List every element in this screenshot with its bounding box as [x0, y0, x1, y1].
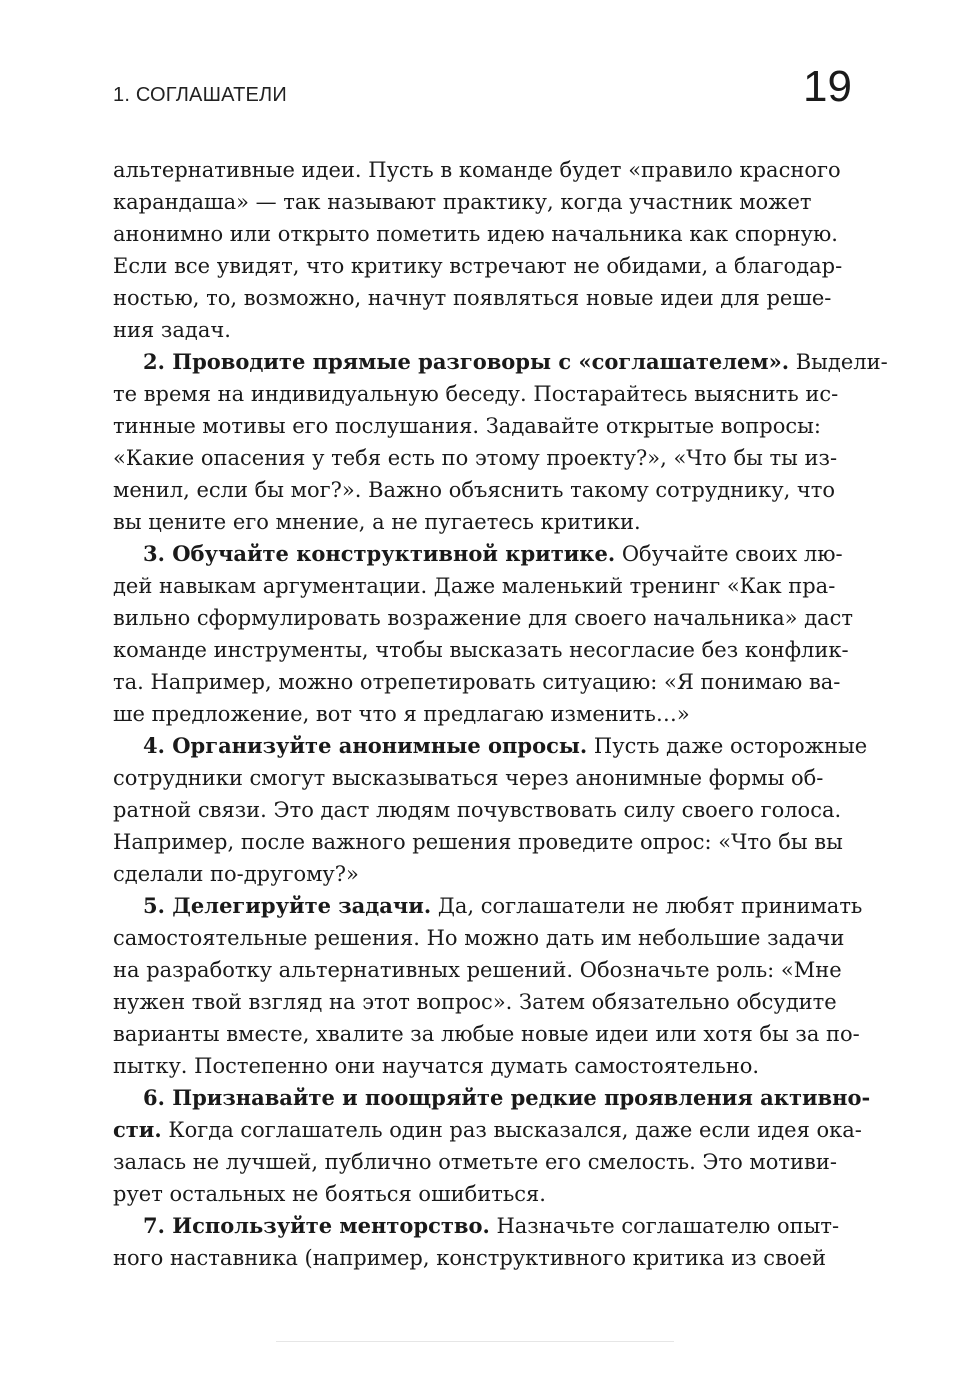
text-line: нужен твой взгляд на этот вопрос». Затем обязательно обсудите: [113, 990, 837, 1014]
text-run: Выдели-: [789, 350, 888, 374]
text-run: Пусть даже осторожные: [587, 734, 868, 758]
paragraph-tip-6: [113, 1082, 871, 1210]
running-head: 1. СОГЛАШАТЕЛИ: [113, 84, 287, 106]
text-line: на разработку альтернативных решений. Обозначьте роль: «Мне: [113, 958, 842, 982]
tip-heading: 7. Используйте менторство.: [143, 1213, 490, 1238]
text-line: альтернативные идеи. Пусть в команде будет «правило красного: [113, 158, 841, 182]
paragraph-tip-3: [113, 538, 853, 730]
text-line: менил, если бы мог?». Важно объяснить такому сотруднику, что: [113, 478, 836, 502]
text-run: Назначьте соглашателю опыт-: [489, 1214, 840, 1238]
text-line: Если все увидят, что критику встречают не обидами, а благодар-: [113, 254, 843, 278]
tip-heading: 5. Делегируйте задачи.: [143, 893, 432, 918]
text-line: ратной связи. Это даст людям почувствовать силу своего голоса.: [113, 798, 842, 822]
text-run: Да, соглашатели не любят принимать: [431, 894, 863, 918]
text-line: варианты вместе, хвалите за любые новые идеи или хотя бы за по-: [113, 1022, 860, 1046]
text-line: сотрудники смогут высказываться через анонимные формы об-: [113, 766, 824, 790]
text-line: сделали по-другому?»: [113, 862, 359, 886]
text-line: ния задач.: [113, 318, 231, 342]
footer-rule: [276, 1341, 674, 1342]
text-line: Например, после важного решения проведите опрос: «Что бы вы: [113, 830, 843, 854]
text-line: [113, 730, 868, 762]
text-line: [113, 346, 888, 378]
text-line: [113, 890, 863, 922]
tip-heading: 6. Признавайте и поощряйте редкие проявления активно-: [143, 1085, 871, 1110]
text-line: [113, 1082, 871, 1114]
text-line: анонимно или открыто пометить идею начальника как спорную.: [113, 222, 838, 246]
tip-heading: 4. Организуйте анонимные опросы.: [143, 733, 588, 758]
paragraph-tip-2: [113, 346, 888, 538]
paragraph: [113, 154, 843, 346]
text-line: вильно сформулировать возражение для своего начальника» даст: [113, 606, 853, 630]
text-line: ше предложение, вот что я предлагаю изменить…»: [113, 702, 690, 726]
text-line: ного наставника (например, конструктивного критика из своей: [113, 1246, 826, 1270]
page-number: 19: [803, 62, 852, 111]
text-line: тинные мотивы его послушания. Задавайте открытые вопросы:: [113, 414, 821, 438]
text-line: дей навыкам аргументации. Даже маленький тренинг «Как пра-: [113, 574, 836, 598]
text-line: пытку. Постепенно они научатся думать самостоятельно.: [113, 1054, 760, 1078]
text-line: карандаша» — так называют практику, когда участник может: [113, 190, 812, 214]
text-line: те время на индивидуальную беседу. Постарайтесь выяснить ис-: [113, 382, 839, 406]
text-line: [113, 538, 843, 570]
text-line: [113, 1210, 840, 1242]
text-line: [113, 1114, 862, 1146]
text-line: «Какие опасения у тебя есть по этому проекту?», «Что бы ты из-: [113, 446, 838, 470]
text-line: залась не лучшей, публично отметьте его смелость. Это мотиви-: [113, 1150, 837, 1174]
text-line: ностью, то, возможно, начнут появляться новые идеи для реше-: [113, 286, 832, 310]
paragraph-tip-4: [113, 730, 868, 890]
text-line: вы цените его мнение, а не пугаетесь критики.: [113, 510, 641, 534]
tip-heading: 3. Обучайте конструктивной критике.: [143, 541, 616, 566]
text-run: Обучайте своих лю-: [615, 542, 843, 566]
text-line: самостоятельные решения. Но можно дать им небольшие задачи: [113, 926, 845, 950]
tip-heading: 2. Проводите прямые разговоры с «соглашателем».: [143, 349, 790, 374]
paragraph-tip-7: [113, 1210, 840, 1274]
paragraph-tip-5: [113, 890, 863, 1082]
tip-heading: сти.: [113, 1117, 162, 1142]
text-line: та. Например, можно отрепетировать ситуацию: «Я понимаю ва-: [113, 670, 841, 694]
body-text: [113, 154, 888, 1274]
text-line: рует остальных не бояться ошибиться.: [113, 1182, 546, 1206]
text-run: Когда соглашатель один раз высказался, даже если идея ока-: [161, 1118, 862, 1142]
text-line: команде инструменты, чтобы высказать несогласие без конфлик-: [113, 638, 849, 662]
